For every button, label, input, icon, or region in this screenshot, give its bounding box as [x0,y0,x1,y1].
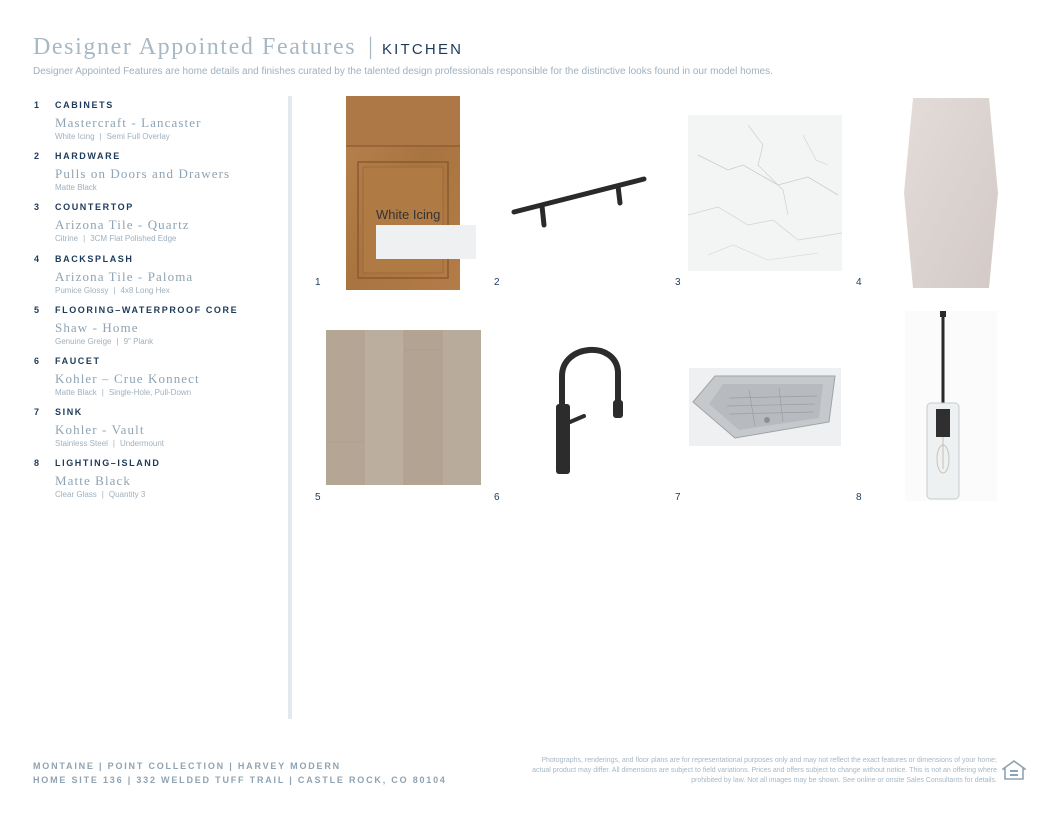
image-number: 5 [315,492,321,503]
detail-divider: | [83,234,86,244]
sink-image [689,368,841,446]
feature-name: Kohler – Crue Konnect [55,370,200,386]
footer-homesite: HOME SITE 136 | 332 WELDED TUFF TRAIL | CASTLE ROCK, CO 80104 [33,775,447,785]
image-number: 6 [494,492,500,503]
feature-category: SINK [55,407,83,418]
feature-category: CABINETS [55,100,114,110]
feature-detail [55,337,284,346]
detail-primary: Matte Black [55,387,97,397]
image-number: 4 [856,277,862,288]
detail-primary: Matte Black [55,183,97,193]
footer-disclaimer: Photographs, renderings, and floor plans are for representational purposes only and may not reflect the exact features or dimensions of your home; actual product may differ. All dimensions are subject to field variations. Prices and offers subject to change without notice. This is not an offering where prohibited by law. Not all images may be shown. See online or onsite Sales Consultants for details. [532,757,997,784]
feature-number: 7 [34,407,40,418]
feature-item-cabinets [34,99,284,150]
detail-divider: | [101,490,104,500]
detail-divider: | [116,336,119,346]
equal-housing-opportunity-icon [1002,759,1026,783]
swatch-label: White Icing [376,207,441,222]
feature-number: 4 [34,253,40,264]
feature-list [34,99,284,509]
feature-category: LIGHTING–ISLAND [55,458,161,469]
feature-name: Matte Black [55,473,131,489]
detail-secondary: 3CM Flat Polished Edge [90,234,177,244]
detail-secondary: Undermount [120,439,165,449]
feature-category: FAUCET [55,355,101,366]
feature-category: COUNTERTOP [55,202,134,213]
feature-number: 5 [34,304,40,315]
detail-primary: Genuine Greige [55,336,112,346]
feature-name: Arizona Tile - Paloma [55,268,194,284]
detail-secondary: 9" Plank [123,336,154,346]
feature-number: 2 [34,151,40,162]
room-name: KITCHEN [381,41,464,58]
detail-divider: | [99,132,102,141]
feature-detail [55,286,284,295]
page-header [33,34,1023,77]
feature-number: 8 [34,458,40,469]
feature-item-countertop [34,201,284,252]
image-number: 2 [494,277,500,288]
feature-number: 1 [34,100,40,110]
title-row [33,34,1023,61]
footer-address [33,759,447,787]
feature-item-sink [34,406,284,457]
detail-primary: Pumice Glossy [55,285,109,295]
feature-detail [55,490,284,499]
feature-name: Pulls on Doors and Drawers [55,166,231,182]
image-number: 3 [675,277,681,288]
title-separator: | [368,34,373,60]
detail-primary: Stainless Steel [55,439,108,449]
feature-category: FLOORING–WATERPROOF CORE [55,304,239,315]
page-title: Designer Appointed Features [33,34,357,60]
quartz-countertop-image [688,115,842,271]
detail-primary: Citrine [55,234,79,244]
feature-item-flooring [34,304,284,355]
detail-secondary: 4x8 Long Hex [120,285,170,295]
image-number: 7 [675,492,681,503]
feature-name: Kohler - Vault [55,422,145,438]
flooring-plank-image [326,330,481,485]
hex-tile-image [903,97,999,289]
feature-detail [55,439,284,448]
feature-detail [55,234,284,243]
bar-pull-image [508,170,650,230]
feature-item-hardware [34,150,284,201]
intro-text: Designer Appointed Features are home details and finishes curated by the talented design professionals responsible for the distinctive looks found in our model homes. [33,66,773,77]
detail-divider: | [113,285,116,295]
feature-item-lighting [34,457,284,508]
feature-name: Mastercraft - Lancaster [55,115,202,130]
feature-detail [55,388,284,397]
detail-divider: | [101,387,104,397]
footer-community: MONTAINE | POINT COLLECTION | HARVEY MODERN [33,761,341,771]
pendant-light-image [905,311,997,501]
detail-secondary: Quantity 3 [108,490,146,500]
feature-category: HARDWARE [55,151,121,162]
feature-detail [55,132,284,141]
detail-secondary: Semi Full Overlay [106,132,170,141]
feature-category: BACKSPLASH [55,253,134,264]
feature-number: 3 [34,202,40,213]
vertical-divider [288,96,292,719]
feature-item-faucet [34,355,284,406]
detail-divider: | [112,439,115,449]
faucet-image [546,336,626,476]
image-number: 1 [315,277,321,288]
detail-secondary: Single-Hole, Pull-Down [108,387,192,397]
feature-name: Arizona Tile - Quartz [55,217,190,233]
feature-name: Shaw - Home [55,319,139,335]
feature-item-backsplash [34,253,284,304]
image-number: 8 [856,492,862,503]
detail-primary: White Icing [55,132,95,141]
feature-detail [55,183,284,192]
detail-primary: Clear Glass [55,490,97,500]
cabinet-door-image [346,96,478,290]
feature-number: 6 [34,355,40,366]
